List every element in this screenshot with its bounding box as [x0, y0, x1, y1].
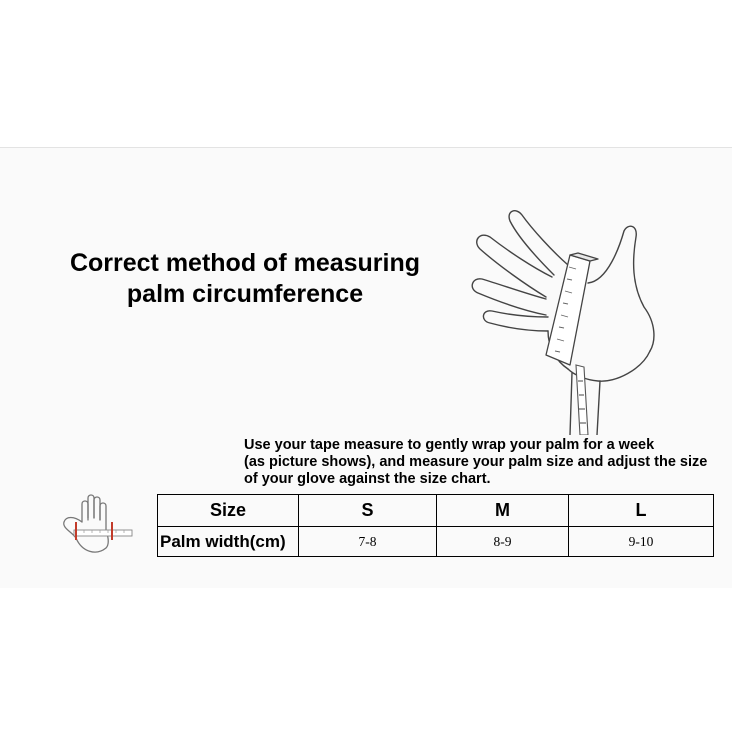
title-line-2: palm circumference [126, 280, 364, 308]
palm-width-s-value: 7-8 [299, 527, 437, 557]
hand-with-tape-measure-icon [466, 205, 676, 435]
size-m-header: M [437, 495, 569, 527]
size-l-header: L [569, 495, 714, 527]
size-header-row [158, 495, 714, 527]
measuring-instructions [244, 437, 732, 488]
palm-width-label: Palm width(cm) [158, 527, 299, 557]
palm-width-m-value: 8-9 [437, 527, 569, 557]
size-s-header: S [299, 495, 437, 527]
palm-width-l-value: 9-10 [569, 527, 714, 557]
title-line-1: Correct method of measuring [69, 249, 421, 277]
small-hand-measure-icon [52, 492, 142, 568]
size-header-label: Size [158, 495, 299, 527]
instructions-line-3: of your glove against the size chart. [244, 471, 491, 487]
instructions-line-2: (as picture shows), and measure your palm size and adjust the size [244, 454, 708, 470]
page-title [40, 248, 450, 310]
instructions-line-1: Use your tape measure to gently wrap your palm for a week [244, 437, 655, 453]
size-chart-table [157, 494, 714, 557]
palm-width-row [158, 527, 714, 557]
